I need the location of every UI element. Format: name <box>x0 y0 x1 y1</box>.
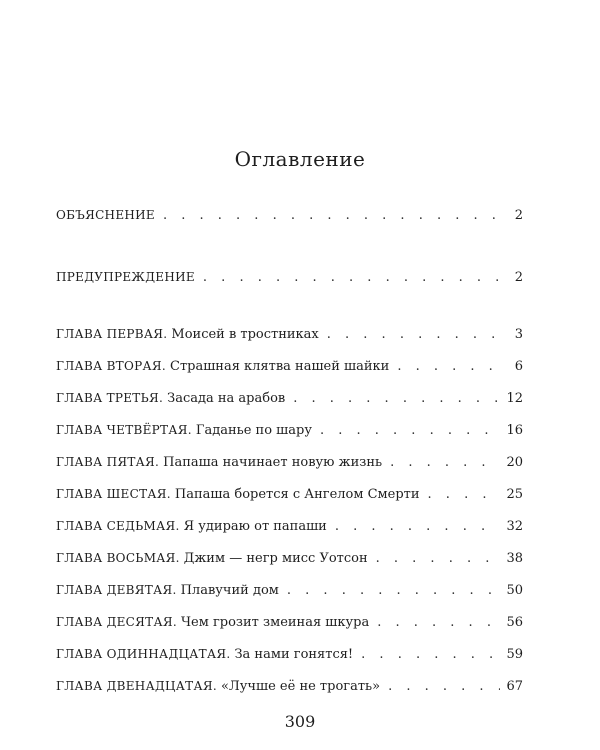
toc-entry-chapter-2 <box>56 359 523 379</box>
toc-page-number: 6 <box>514 359 523 374</box>
toc-page-number: 25 <box>506 487 523 502</box>
toc-entry-chapter-10 <box>56 615 523 635</box>
toc-chapter-title: Чем грозит змеиная шкура <box>180 615 370 630</box>
toc-page-number: 32 <box>506 519 523 534</box>
toc-chapter-title: Папаша борется с Ангелом Смерти <box>174 487 420 502</box>
toc-chapter-title: Я удираю от папаши <box>183 519 327 534</box>
toc-chapter-label: ГЛАВА ОДИННАДЦАТАЯ. <box>56 647 231 661</box>
toc-chapter-label: ГЛАВА ДЕСЯТАЯ. <box>56 615 177 629</box>
toc-chapter-label: ГЛАВА СЕДЬМАЯ. <box>56 519 180 533</box>
toc-page-number: 50 <box>506 583 523 598</box>
toc-entry-warning <box>56 270 523 290</box>
toc-page-number: 38 <box>506 551 523 566</box>
toc-chapter-title: Джим — негр мисс Уотсон <box>183 551 368 566</box>
toc-chapter-label: ГЛАВА ШЕСТАЯ. <box>56 487 171 501</box>
toc-entry-chapter-9 <box>56 583 523 603</box>
toc-entry-chapter-11 <box>56 647 523 667</box>
toc-chapter-title: Гаданье по шару <box>195 423 312 438</box>
dot-leader <box>327 327 505 342</box>
toc-entry-chapter-12 <box>56 679 523 699</box>
toc-entry-chapter-7 <box>56 519 523 539</box>
toc-entry-chapter-3 <box>56 391 523 411</box>
page-title: Оглавление <box>234 147 366 171</box>
dot-leader <box>390 455 500 470</box>
toc-chapter-label: ГЛАВА ПЯТАЯ. <box>56 455 160 469</box>
dot-leader <box>376 551 501 566</box>
dot-leader <box>163 208 505 223</box>
dot-leader <box>388 679 500 694</box>
toc-chapter-label: ГЛАВА ТРЕТЬЯ. <box>56 391 164 405</box>
dot-leader <box>335 519 501 534</box>
toc-chapter-label: ГЛАВА ПЕРВАЯ. <box>56 327 168 341</box>
toc-chapter-label: ГЛАВА ДЕВЯТАЯ. <box>56 583 177 597</box>
dot-leader <box>428 487 501 502</box>
page-number: 309 <box>284 712 316 731</box>
toc-chapter-title: «Лучше её не трогать» <box>220 679 381 694</box>
toc-entry-label: ПРЕДУПРЕЖДЕНИЕ <box>56 270 195 284</box>
toc-entry-chapter-5 <box>56 455 523 475</box>
toc-page-number: 67 <box>506 679 523 694</box>
toc-chapter-title: Плавучий дом <box>180 583 279 598</box>
toc-chapter-label: ГЛАВА ВОСЬМАЯ. <box>56 551 180 565</box>
toc-page-number: 3 <box>514 327 523 342</box>
toc-chapter-title: Засада на арабов <box>167 391 286 406</box>
toc-entry-chapter-4 <box>56 423 523 443</box>
toc-entry-chapter-8 <box>56 551 523 571</box>
toc-entry-explanation <box>56 208 523 228</box>
toc-page-number: 56 <box>506 615 523 630</box>
toc-entry-chapter-1 <box>56 327 523 347</box>
toc-chapter-title: За нами гонятся! <box>234 647 354 662</box>
dot-leader <box>203 270 505 285</box>
dot-leader <box>293 391 500 406</box>
toc-entry-label: ОБЪЯСНЕНИЕ <box>56 208 155 222</box>
toc-chapter-label: ГЛАВА ВТОРАЯ. <box>56 359 166 373</box>
toc-page-number: 20 <box>506 455 523 470</box>
toc-page-number: 2 <box>514 270 523 285</box>
toc-page-number: 12 <box>506 391 523 406</box>
toc-chapter-title: Страшная клятва нашей шайки <box>170 359 390 374</box>
dot-leader <box>320 423 500 438</box>
toc-page-number: 59 <box>506 647 523 662</box>
toc-entry-chapter-6 <box>56 487 523 507</box>
toc-chapter-label: ГЛАВА ЧЕТВЁРТАЯ. <box>56 423 192 437</box>
dot-leader <box>361 647 500 662</box>
toc-chapter-label: ГЛАВА ДВЕНАДЦАТАЯ. <box>56 679 217 693</box>
toc-chapter-title: Папаша начинает новую жизнь <box>163 455 383 470</box>
toc-page-number: 2 <box>514 208 523 223</box>
dot-leader <box>287 583 501 598</box>
dot-leader <box>397 359 505 374</box>
dot-leader <box>377 615 500 630</box>
toc-page-number: 16 <box>506 423 523 438</box>
toc-chapter-title: Моисей в тростниках <box>171 327 319 342</box>
